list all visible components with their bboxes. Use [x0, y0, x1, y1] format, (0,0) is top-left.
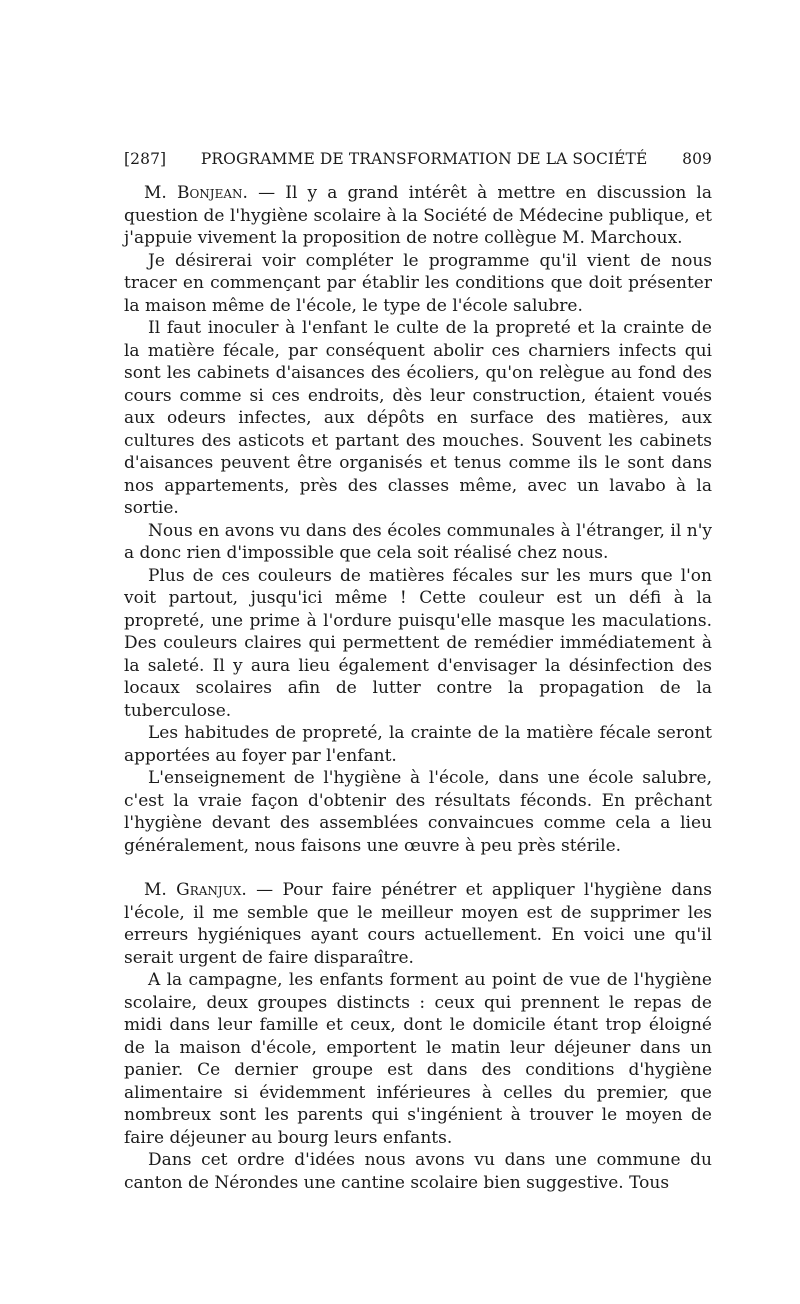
- page-number: 809: [682, 150, 712, 168]
- paragraph: L'enseignement de l'hygiène à l'école, dans une école salubre, c'est la vraie façon d'obtenir des résultats féconds. En prêchant l'hygiène devant des assemblées convaincues comme cela a lieu généralement, nous faisons une œuvre à peu près stérile.: [124, 768, 712, 856]
- paragraph: Dans cet ordre d'idées nous avons vu dans une commune du canton de Nérondes une cantine scolaire bien suggestive. Tous: [124, 1150, 712, 1193]
- body-text: [124, 182, 712, 1194]
- speaker-name: M. Bonjean.: [144, 183, 248, 203]
- paragraph: Nous en avons vu dans des écoles communales à l'étranger, il n'y a donc rien d'impossible que cela soit réalisé chez nous.: [124, 520, 712, 563]
- running-title: PROGRAMME DE TRANSFORMATION DE LA SOCIÉTÉ: [200, 150, 648, 168]
- paragraph: Plus de ces couleurs de matières fécales sur les murs que l'on voit partout, jusqu'ici même ! Cette couleur est un défi à la propreté, une prime à l'ordure puisqu'elle masque les maculations. Des couleurs claires qui permettent de remédier immédiatement à la saleté. Il y aura lieu également d'envisager la désinfection des locaux scolaires afin de lutter contre la propagation de la tuberculose.: [124, 565, 712, 721]
- running-header: [124, 150, 712, 168]
- paragraph: Je désirerai voir compléter le programme qu'il vient de nous tracer en commençant par établir les conditions que doit présenter la maison même de l'école, le type de l'école salubre.: [124, 250, 712, 316]
- speaker-name: M. Granjux.: [144, 880, 247, 900]
- paragraph: M. Granjux. — Pour faire pénétrer et appliquer l'hygiène dans l'école, il me semble que le meilleur moyen est de supprimer les erreurs hygiéniques ayant cours actuellement. En voici une qu'il serait urgent de faire disparaître.: [124, 880, 712, 968]
- paragraph: Les habitudes de propreté, la crainte de la matière fécale seront apportées au foyer par l'enfant.: [124, 723, 712, 766]
- page-reference: [287]: [124, 150, 167, 168]
- paragraph: Il faut inoculer à l'enfant le culte de la propreté et la crainte de la matière fécale, par conséquent abolir ces charniers infects qui sont les cabinets d'aisances des écoliers, qu'on relègue au fond des cours comme si ces endroits, dès leur construction, étaient voués aux odeurs infectes, aux dépôts en surface des matières, aux cultures des asticots et partant des mouches. Souvent les cabinets d'aisances peuvent être organisés et tenus comme ils le sont dans nos appartements, près des classes même, avec un lavabo à la sortie.: [124, 318, 712, 518]
- paragraph: A la campagne, les enfants forment au point de vue de l'hygiène scolaire, deux groupes distincts : ceux qui prennent le repas de midi dans leur famille et ceux, dont le domicile étant trop éloigné de la maison d'école, emportent le matin leur déjeuner dans un panier. Ce dernier groupe est dans des conditions d'hygiène alimentaire si évidemment inférieures à celles du premier, que nombreux sont les parents qui s'ingénient à trouver le moyen de faire déjeuner au bourg leurs enfants.: [124, 970, 712, 1148]
- document-page: [124, 150, 712, 1194]
- paragraph: M. Bonjean. — Il y a grand intérêt à mettre en discussion la question de l'hygiène scolaire à la Société de Médecine publique, et j'appuie vivement la proposition de notre collègue M. Marchoux.: [124, 183, 713, 248]
